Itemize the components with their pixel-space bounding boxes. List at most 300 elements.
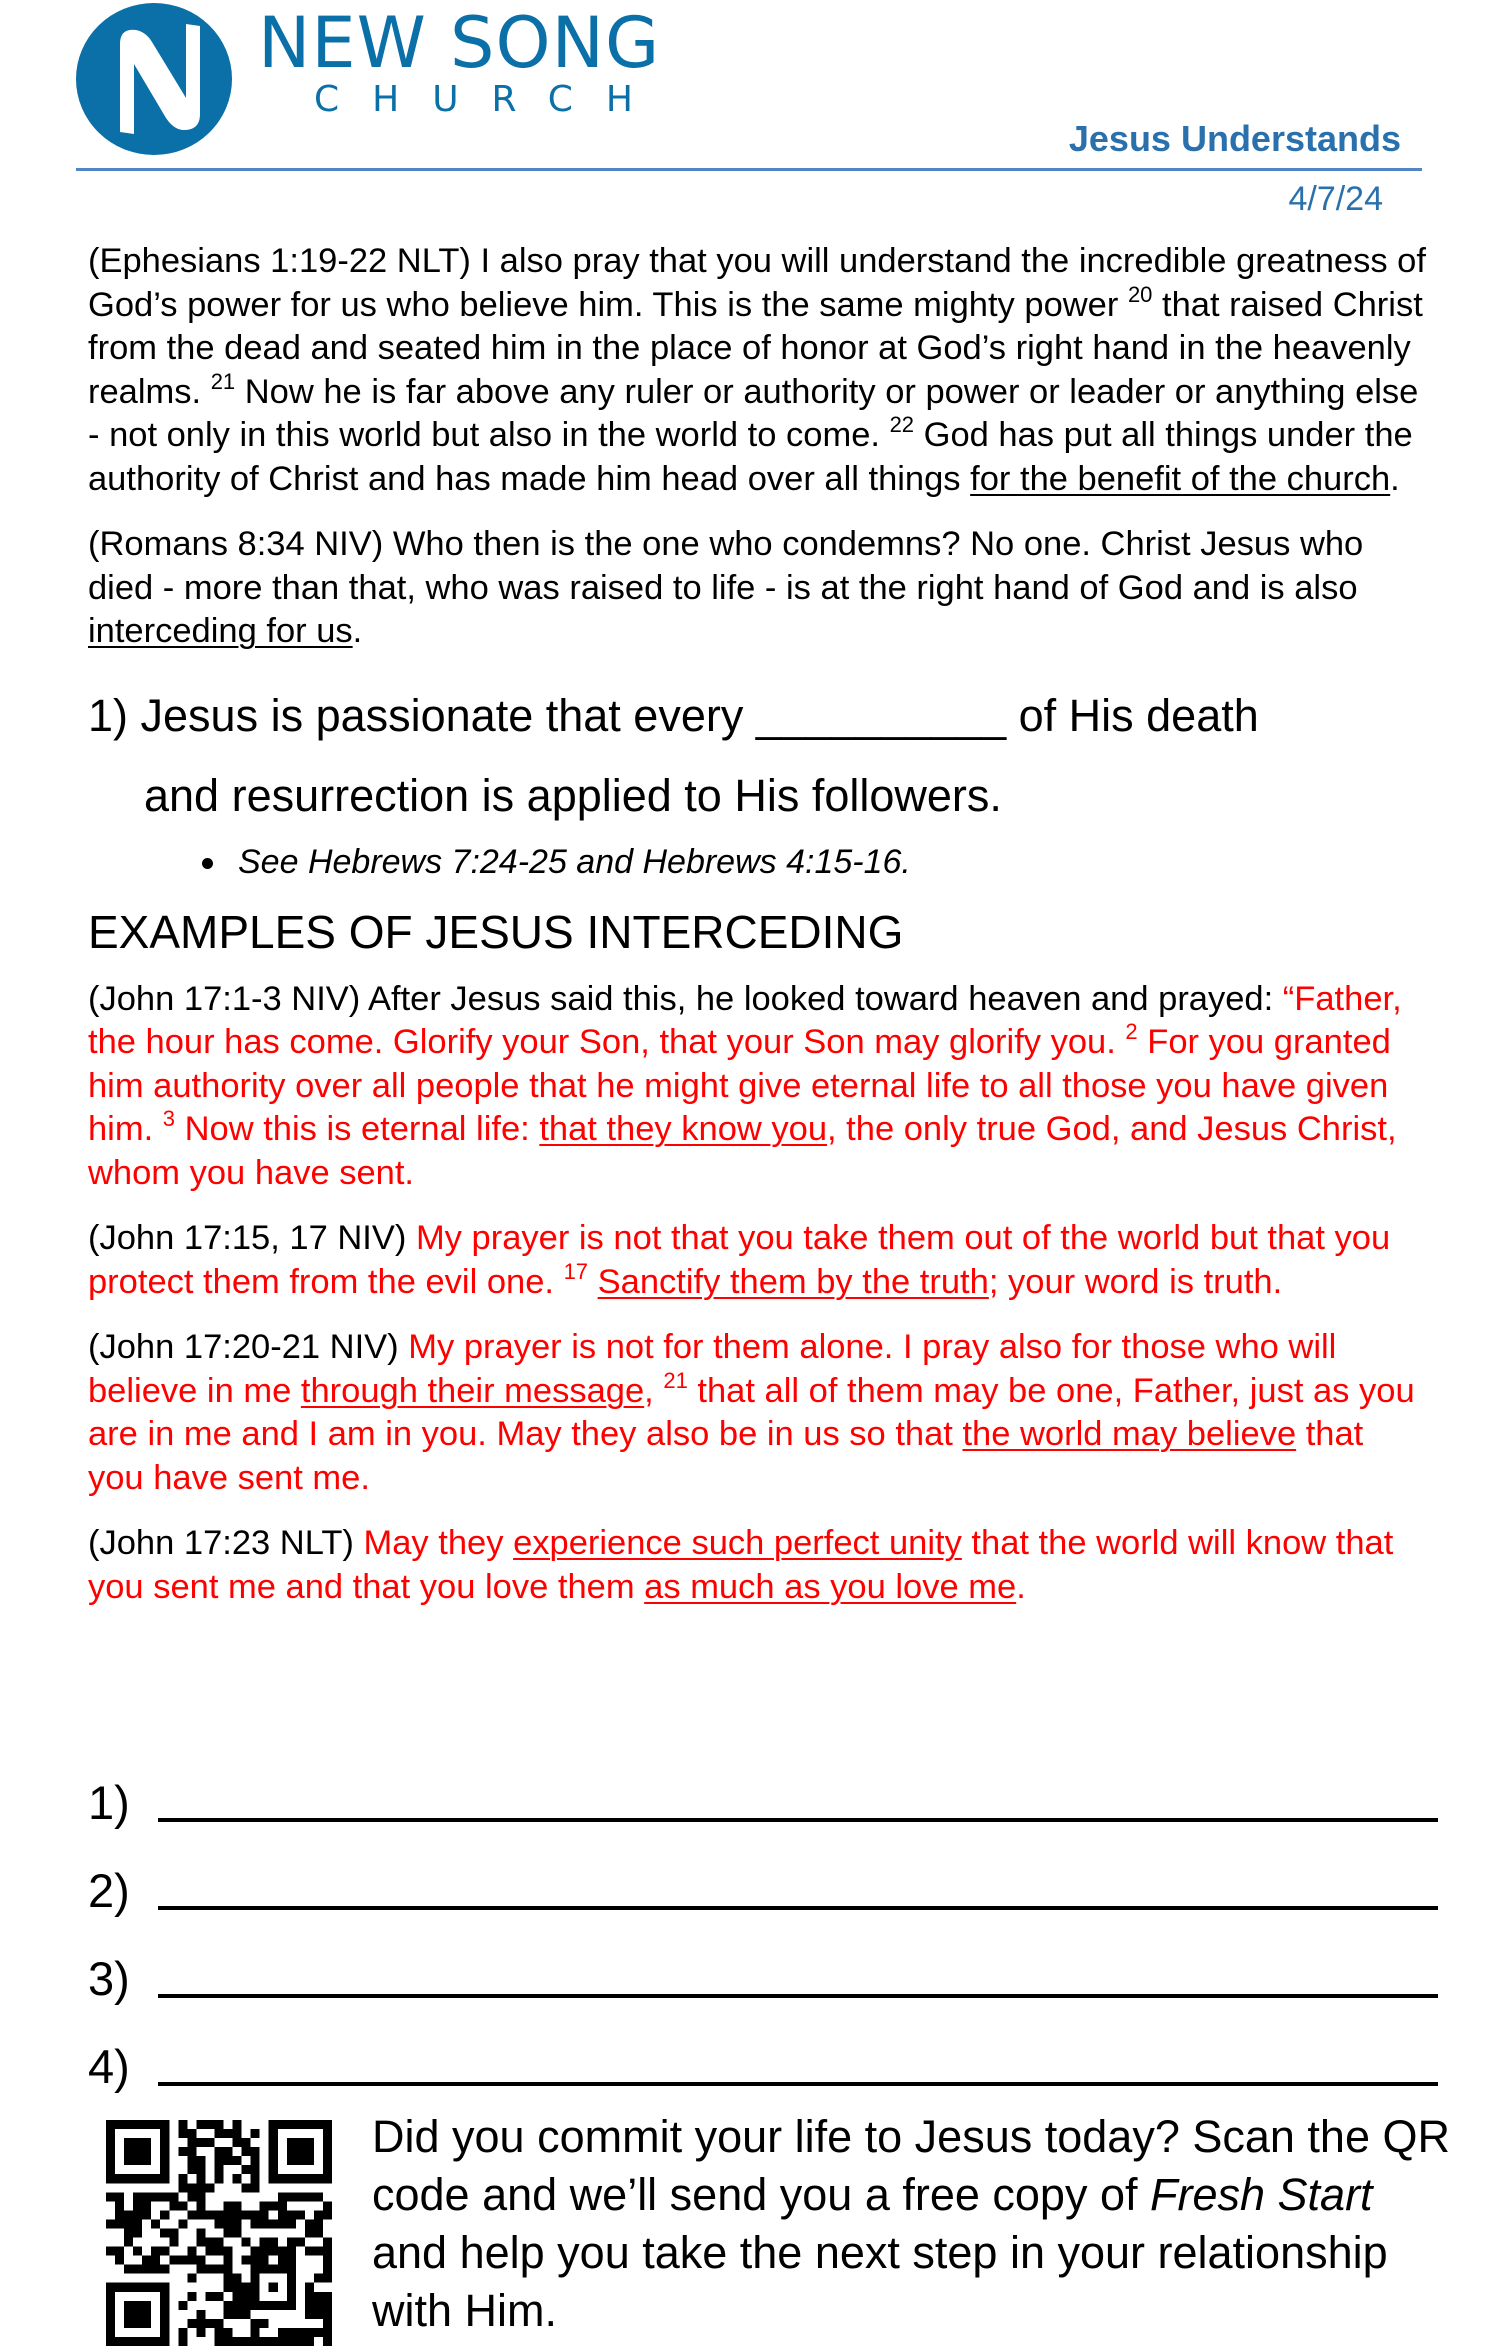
scripture-john-17-1	[88, 978, 1428, 1196]
qr-module	[287, 2256, 296, 2265]
qr-module	[314, 2310, 323, 2319]
book-title: Fresh Start	[1150, 2169, 1373, 2220]
qr-module	[224, 2247, 233, 2256]
emphasis-underline: that they know you	[539, 1110, 828, 1148]
qr-module	[287, 2210, 296, 2219]
point-line-2: and resurrection is applied to His followers.	[144, 769, 1002, 821]
qr-module	[187, 2247, 196, 2256]
qr-module	[269, 2337, 278, 2346]
qr-module	[196, 2201, 205, 2210]
qr-module	[323, 2238, 332, 2247]
qr-module	[224, 2283, 233, 2292]
qr-module	[196, 2328, 205, 2337]
emphasis-underline: interceding for us	[88, 612, 353, 650]
qr-module	[251, 2337, 260, 2346]
blank-number: 1)	[88, 1776, 130, 1829]
qr-module	[224, 2274, 233, 2283]
qr-module	[224, 2129, 233, 2138]
qr-module	[278, 2201, 287, 2210]
sermon-notes	[88, 240, 1428, 1631]
qr-module	[160, 2247, 169, 2256]
qr-module	[323, 2319, 332, 2328]
qr-module	[187, 2256, 196, 2265]
church-logo-text	[258, 2, 666, 120]
qr-module	[142, 2192, 151, 2201]
blank-row[interactable]	[88, 2006, 1438, 2094]
verse-number: 21	[663, 1367, 688, 1393]
qr-module	[205, 2183, 214, 2192]
qr-code-icon[interactable]	[106, 2114, 332, 2352]
qr-module	[260, 2256, 269, 2265]
emphasis-underline: Sanctify them by the truth	[597, 1262, 989, 1301]
cta-text-b: and help you take the next step in your relationship with Him.	[372, 2227, 1388, 2336]
qr-module	[305, 2219, 314, 2228]
qr-module	[133, 2192, 142, 2201]
scripture-john-17-20	[88, 1326, 1428, 1500]
qr-module	[287, 2328, 296, 2337]
qr-module	[242, 2238, 251, 2247]
qr-module	[178, 2256, 187, 2265]
logo-name: NEW SONG	[258, 2, 661, 84]
qr-module	[233, 2120, 242, 2129]
jesus-words: that the world will know that you sent me and that you love them	[88, 1524, 1394, 1606]
qr-module	[305, 2337, 314, 2346]
qr-module	[187, 2210, 196, 2219]
qr-module	[178, 2147, 187, 2156]
qr-module	[214, 2165, 223, 2174]
qr-module	[196, 2156, 205, 2165]
qr-module	[205, 2238, 214, 2247]
qr-module	[196, 2138, 205, 2147]
qr-module	[323, 2310, 332, 2319]
qr-module	[269, 2238, 278, 2247]
blank-line[interactable]	[158, 1906, 1438, 1910]
qr-module	[205, 2120, 214, 2129]
qr-module	[323, 2274, 332, 2283]
blank-row[interactable]	[88, 1742, 1438, 1830]
qr-module	[260, 2219, 269, 2228]
qr-module	[224, 2210, 233, 2219]
qr-module	[278, 2256, 287, 2265]
qr-module	[305, 2301, 314, 2310]
qr-module	[205, 2247, 214, 2256]
qr-module	[196, 2228, 205, 2237]
qr-module	[196, 2174, 205, 2183]
qr-module	[178, 2337, 187, 2346]
qr-module	[323, 2265, 332, 2274]
qr-module	[142, 2265, 151, 2274]
qr-module	[287, 2219, 296, 2228]
scripture-text: After Jesus said this, he looked toward heaven and prayed:	[360, 979, 1283, 1018]
verse-number: 17	[563, 1258, 589, 1284]
qr-module	[151, 2265, 160, 2274]
qr-module	[187, 2165, 196, 2174]
qr-module	[278, 2219, 287, 2228]
qr-module	[233, 2174, 242, 2183]
qr-module	[251, 2256, 260, 2265]
main-point-1	[88, 676, 1428, 836]
qr-module	[214, 2219, 223, 2228]
qr-module	[115, 2219, 124, 2228]
qr-module	[323, 2337, 332, 2346]
qr-module	[224, 2156, 233, 2165]
scripture-ref: (John 17:23 NLT)	[88, 1524, 354, 1562]
qr-module	[242, 2301, 251, 2310]
qr-module	[178, 2219, 187, 2228]
qr-module	[151, 2219, 160, 2228]
cta-text	[372, 2108, 1452, 2340]
qr-module	[214, 2319, 223, 2328]
jesus-words: ,	[644, 1371, 664, 1410]
qr-module	[323, 2301, 332, 2310]
qr-module	[269, 2219, 278, 2228]
logo-sub: CHURCH	[314, 79, 666, 120]
qr-module	[187, 2129, 196, 2138]
sermon-title: Jesus Understands	[1068, 118, 1401, 159]
qr-module	[124, 2265, 133, 2274]
qr-module	[242, 2292, 251, 2301]
jesus-words: that you have sent me.	[88, 1415, 1364, 1497]
qr-module	[278, 2337, 287, 2346]
jesus-words: “Father, the hour has come. Glorify your Son, that your Son may glorify you.	[88, 979, 1402, 1061]
cta-text-a: Did you commit your life to Jesus today? Scan the QR code and we’ll send you a free copy of	[372, 2111, 1450, 2220]
qr-module	[233, 2310, 242, 2319]
qr-module	[224, 2265, 233, 2274]
qr-module	[242, 2310, 251, 2319]
qr-module	[169, 2238, 178, 2247]
qr-module	[233, 2228, 242, 2237]
qr-module	[314, 2328, 323, 2337]
qr-module	[278, 2210, 287, 2219]
qr-module	[214, 2265, 223, 2274]
qr-module	[305, 2192, 314, 2201]
qr-module	[224, 2310, 233, 2319]
qr-module	[205, 2210, 214, 2219]
qr-module	[251, 2156, 260, 2165]
section-heading: EXAMPLES OF JESUS INTERCEDING	[88, 905, 904, 958]
blank-row[interactable]	[88, 1918, 1438, 2006]
qr-module	[224, 2301, 233, 2310]
qr-module	[196, 2210, 205, 2219]
qr-module	[205, 2138, 214, 2147]
qr-module	[187, 2183, 196, 2192]
jesus-words: For you granted him authority over all people that he might give eternal life to all those you have given him.	[88, 1023, 1391, 1148]
qr-module	[214, 2147, 223, 2156]
qr-module	[323, 2256, 332, 2265]
qr-module	[305, 2283, 314, 2292]
qr-module	[233, 2337, 242, 2346]
qr-module	[305, 2310, 314, 2319]
qr-module	[323, 2292, 332, 2301]
qr-module	[251, 2319, 260, 2328]
qr-module	[233, 2219, 242, 2228]
emphasis-underline: the world may believe	[962, 1415, 1297, 1453]
qr-module	[242, 2337, 251, 2346]
qr-module	[187, 2147, 196, 2156]
qr-module	[251, 2174, 260, 2183]
jesus-words: Now this is eternal life:	[175, 1110, 540, 1148]
qr-module	[296, 2210, 305, 2219]
qr-module	[187, 2319, 196, 2328]
qr-module	[224, 2201, 233, 2210]
qr-module	[260, 2337, 269, 2346]
emphasis-underline: experience such perfect unity	[513, 1524, 962, 1562]
scripture-text: Now he is far above any ruler or authority or power or leader or anything else - not only in this world but also in the world to come.	[88, 372, 1419, 454]
qr-module	[196, 2192, 205, 2201]
qr-module	[142, 2210, 151, 2219]
qr-module	[214, 2247, 223, 2256]
qr-module	[187, 2292, 196, 2301]
qr-module	[196, 2120, 205, 2129]
church-logo-icon	[74, 2, 234, 156]
qr-module	[296, 2337, 305, 2346]
qr-module	[214, 2328, 223, 2337]
qr-module	[323, 2210, 332, 2219]
qr-module	[233, 2283, 242, 2292]
qr-module	[287, 2247, 296, 2256]
blank-number: 3)	[88, 1952, 130, 2005]
qr-module	[314, 2228, 323, 2237]
qr-module	[205, 2265, 214, 2274]
scripture-ref: (Ephesians 1:19-22 NLT)	[88, 242, 471, 280]
qr-module	[305, 2228, 314, 2237]
qr-module	[196, 2183, 205, 2192]
qr-module	[251, 2147, 260, 2156]
qr-module	[196, 2310, 205, 2319]
qr-module	[305, 2247, 314, 2256]
qr-module	[115, 2256, 124, 2265]
qr-module	[323, 2328, 332, 2337]
scripture-text: God has put all things under the authority of Christ and has made him head over all things	[88, 416, 1413, 498]
qr-module	[233, 2210, 242, 2219]
qr-module	[242, 2165, 251, 2174]
qr-module	[242, 2283, 251, 2292]
qr-module	[251, 2247, 260, 2256]
qr-module	[133, 2210, 142, 2219]
qr-module	[115, 2201, 124, 2210]
scripture-romans	[88, 523, 1428, 654]
qr-module	[196, 2319, 205, 2328]
blank-row[interactable]	[88, 1830, 1438, 1918]
point-line-1: 1) Jesus is passionate that every __________ of His death	[88, 689, 1259, 741]
qr-module	[133, 2228, 142, 2237]
qr-module	[323, 2201, 332, 2210]
qr-module	[196, 2238, 205, 2247]
qr-module	[251, 2219, 260, 2228]
qr-module	[233, 2201, 242, 2210]
qr-module	[251, 2165, 260, 2174]
qr-module	[196, 2165, 205, 2174]
qr-module	[233, 2274, 242, 2283]
jesus-words: ; your word is truth.	[988, 1262, 1283, 1301]
qr-module	[151, 2247, 160, 2256]
qr-module	[187, 2192, 196, 2201]
qr-module	[260, 2210, 269, 2219]
qr-module	[151, 2256, 160, 2265]
qr-module	[151, 2192, 160, 2201]
qr-module	[124, 2219, 133, 2228]
qr-module	[278, 2328, 287, 2337]
qr-module	[278, 2192, 287, 2201]
qr-module	[233, 2156, 242, 2165]
qr-module	[214, 2292, 223, 2301]
qr-module	[124, 2238, 133, 2247]
qr-module	[242, 2183, 251, 2192]
qr-module	[178, 2328, 187, 2337]
qr-module	[242, 2147, 251, 2156]
qr-module	[142, 2201, 151, 2210]
qr-module	[133, 2247, 142, 2256]
qr-module	[214, 2210, 223, 2219]
footer-cta	[100, 2108, 1450, 2352]
qr-module	[314, 2219, 323, 2228]
qr-module	[187, 2274, 196, 2283]
qr-module	[260, 2247, 269, 2256]
scripture-text: .	[352, 612, 363, 650]
qr-module	[314, 2301, 323, 2310]
qr-module	[178, 2183, 187, 2192]
qr-module	[160, 2210, 169, 2219]
qr-module	[169, 2256, 178, 2265]
qr-module	[242, 2256, 251, 2265]
qr-module	[205, 2292, 214, 2301]
qr-module	[178, 2201, 187, 2210]
sermon-date: 4/7/24	[1288, 180, 1383, 218]
scripture-john-17-23	[88, 1522, 1428, 1609]
qr-module	[124, 2228, 133, 2237]
qr-module	[187, 2156, 196, 2165]
qr-module	[314, 2247, 323, 2256]
qr-module	[287, 2238, 296, 2247]
qr-module	[287, 2337, 296, 2346]
qr-module	[296, 2192, 305, 2201]
scripture-ref: (Romans 8:34 NIV)	[88, 525, 384, 563]
qr-module	[106, 2192, 115, 2201]
qr-module	[115, 2210, 124, 2219]
blank-line[interactable]	[158, 1994, 1438, 1998]
qr-module	[251, 2183, 260, 2192]
verse-number: 3	[162, 1106, 176, 1131]
jesus-words: May they	[353, 1524, 514, 1562]
qr-module	[178, 2301, 187, 2310]
qr-module	[196, 2265, 205, 2274]
qr-module	[205, 2319, 214, 2328]
qr-module	[214, 2337, 223, 2346]
qr-module	[142, 2256, 151, 2265]
qr-module	[178, 2174, 187, 2183]
qr-module	[214, 2174, 223, 2183]
qr-module	[251, 2210, 260, 2219]
scripture-text: that raised Christ from the dead and seated him in the place of honor at God’s right hand in the heavenly realms.	[88, 285, 1423, 411]
blank-number: 4)	[88, 2040, 130, 2093]
jesus-words: My prayer is not for them alone. I pray also for those who will believe in me	[88, 1328, 1337, 1410]
page-header	[0, 0, 1507, 218]
qr-module	[224, 2328, 233, 2337]
qr-module	[224, 2256, 233, 2265]
qr-module	[169, 2228, 178, 2237]
qr-module	[305, 2328, 314, 2337]
blank-line[interactable]	[158, 1818, 1438, 1822]
emphasis-underline: through their message	[300, 1371, 645, 1410]
qr-module	[214, 2120, 223, 2129]
scripture-ref: (John 17:1-3 NIV)	[88, 979, 361, 1018]
verse-number: 21	[210, 368, 236, 394]
qr-module	[242, 2210, 251, 2219]
qr-module	[133, 2265, 142, 2274]
qr-module	[269, 2201, 278, 2210]
qr-module	[296, 2238, 305, 2247]
qr-module	[214, 2156, 223, 2165]
emphasis-underline: as much as you love me	[644, 1567, 1017, 1606]
qr-module	[314, 2210, 323, 2219]
qr-module	[169, 2192, 178, 2201]
jesus-words: My prayer is not that you take them out of the world but that you protect them from the evil one.	[88, 1219, 1391, 1301]
qr-module	[278, 2247, 287, 2256]
qr-module	[178, 2129, 187, 2138]
jesus-words: that all of them may be one, Father, just as you are in me and I am in you. May they also be in us so that	[88, 1371, 1415, 1453]
qr-module	[314, 2274, 323, 2283]
scripture-ref: (John 17:20-21 NIV)	[88, 1328, 399, 1366]
qr-module	[214, 2129, 223, 2138]
qr-module	[251, 2129, 260, 2138]
qr-module	[233, 2138, 242, 2147]
qr-module	[178, 2120, 187, 2129]
blank-number: 2)	[88, 1864, 130, 1917]
qr-module	[251, 2328, 260, 2337]
verse-number: 22	[889, 412, 915, 437]
qr-module	[196, 2256, 205, 2265]
qr-module	[224, 2337, 233, 2346]
qr-module	[305, 2292, 314, 2301]
blank-line[interactable]	[158, 2082, 1438, 2086]
qr-module	[269, 2247, 278, 2256]
qr-module	[224, 2147, 233, 2156]
jesus-words: , the only true God, and Jesus Christ, whom you have sent.	[88, 1110, 1397, 1192]
scripture-text: Who then is the one who condemns? No one. Christ Jesus who died - more than that, who was raised to life - is at the right hand of God and is also	[88, 525, 1364, 607]
verse-number: 2	[1125, 1019, 1138, 1044]
scripture-text: .	[1390, 459, 1400, 498]
qr-module	[260, 2238, 269, 2247]
scripture-ephesians	[88, 240, 1428, 501]
scripture-john-17-15	[88, 1217, 1428, 1304]
qr-module	[224, 2219, 233, 2228]
qr-module	[115, 2192, 124, 2201]
qr-module	[323, 2247, 332, 2256]
jesus-words: .	[1016, 1567, 1026, 1606]
qr-module	[169, 2201, 178, 2210]
qr-module	[160, 2265, 169, 2274]
scripture-ref: (John 17:15, 17 NIV)	[88, 1219, 407, 1257]
qr-module	[233, 2292, 242, 2301]
qr-module	[314, 2292, 323, 2301]
qr-module	[260, 2201, 269, 2210]
cross-reference-bullet: See Hebrews 7:24-25 and Hebrews 4:15-16.	[238, 836, 1428, 888]
emphasis-underline: for the benefit of the church	[970, 459, 1391, 498]
qr-module	[160, 2228, 169, 2237]
qr-module	[233, 2129, 242, 2138]
scripture-text: I also pray that you will understand the incredible greatness of God’s power for us who believe him. This is the same mighty power	[88, 242, 1426, 324]
qr-module	[260, 2319, 269, 2328]
qr-module	[106, 2219, 115, 2228]
qr-module	[106, 2247, 115, 2256]
qr-module	[133, 2201, 142, 2210]
qr-module	[242, 2138, 251, 2147]
qr-module	[115, 2247, 124, 2256]
header-divider	[76, 168, 1422, 171]
qr-module	[133, 2219, 142, 2228]
qr-module	[160, 2192, 169, 2201]
qr-module	[233, 2301, 242, 2310]
